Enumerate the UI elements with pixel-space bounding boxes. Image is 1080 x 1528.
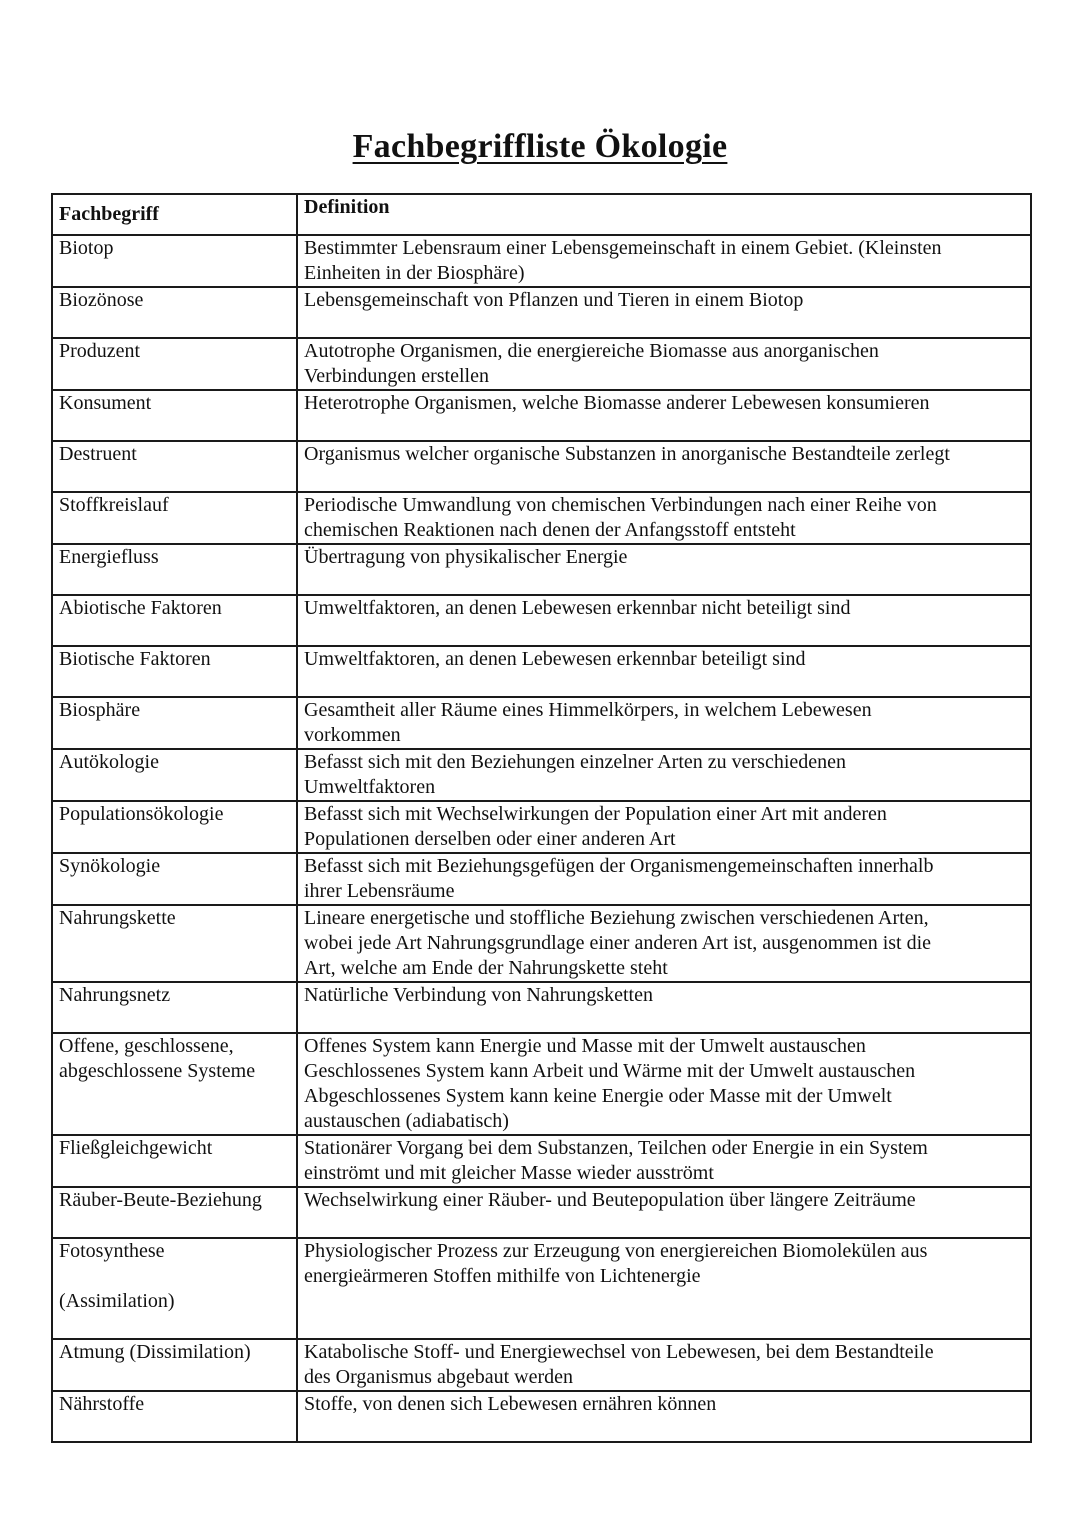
definition-text: Umweltfaktoren (304, 776, 436, 798)
definition-cell (297, 905, 1031, 982)
definition-text: Umweltfaktoren, an denen Lebewesen erkennbar beteiligt sind (304, 648, 806, 670)
table-row (52, 287, 1031, 338)
definition-cell (297, 982, 1031, 1033)
term-cell (52, 982, 297, 1033)
table-row (52, 1391, 1031, 1442)
table-row (52, 905, 1031, 982)
definition-text: Physiologischer Prozess zur Erzeugung von energiereichen Biomolekülen aus (304, 1240, 928, 1262)
definition-cell (297, 1033, 1031, 1135)
term-cell (52, 853, 297, 905)
definition-cell (297, 1238, 1031, 1339)
definition-cell (297, 749, 1031, 801)
definition-cell (297, 338, 1031, 390)
definition-text: Stoffe, von denen sich Lebewesen ernähren können (304, 1393, 717, 1415)
term-cell (52, 1135, 297, 1187)
definition-text: Lebensgemeinschaft von Pflanzen und Tieren in einem Biotop (304, 289, 804, 311)
table-row (52, 1033, 1031, 1135)
definition-text: Übertragung von physikalischer Energie (304, 546, 628, 568)
table-row (52, 235, 1031, 287)
term-text: Fließgleichgewicht (59, 1137, 213, 1159)
term-cell (52, 287, 297, 338)
definition-text: Befasst sich mit Wechselwirkungen der Population einer Art mit anderen (304, 803, 887, 825)
table-row (52, 646, 1031, 697)
definition-text: einströmt und mit gleicher Masse wieder ausströmt (304, 1162, 714, 1184)
definition-cell (297, 801, 1031, 853)
definition-text: wobei jede Art Nahrungsgrundlage einer anderen Art ist, ausgenommen ist die (304, 932, 932, 954)
definition-cell (297, 853, 1031, 905)
table-row (52, 1238, 1031, 1339)
definition-text: Katabolische Stoff- und Energiewechsel von Lebewesen, bei dem Bestandteile (304, 1341, 934, 1363)
term-text: Biozönose (59, 289, 144, 311)
term-cell (52, 441, 297, 492)
term-text: Fotosynthese (59, 1240, 165, 1262)
definition-cell (297, 595, 1031, 646)
table-row (52, 1339, 1031, 1391)
definition-cell (297, 646, 1031, 697)
definition-text: Bestimmter Lebensraum einer Lebensgemeinschaft in einem Gebiet. (Kleinsten (304, 237, 942, 259)
definition-text: Periodische Umwandlung von chemischen Verbindungen nach einer Reihe von (304, 494, 937, 516)
definition-cell (297, 1187, 1031, 1238)
definition-cell (297, 1391, 1031, 1442)
definition-cell (297, 441, 1031, 492)
glossary-table (51, 193, 1032, 1443)
term-text: Nahrungskette (59, 907, 176, 929)
term-text: Biotop (59, 237, 114, 259)
term-text: Produzent (59, 340, 141, 362)
term-text: Räuber-Beute-Beziehung (59, 1189, 262, 1211)
definition-text: Verbindungen erstellen (304, 365, 489, 387)
term-text: Nährstoffe (59, 1393, 145, 1415)
term-text: Biotische Faktoren (59, 648, 211, 670)
definition-text: Art, welche am Ende der Nahrungskette steht (304, 957, 668, 979)
table-row (52, 853, 1031, 905)
term-cell (52, 905, 297, 982)
term-cell (52, 1187, 297, 1238)
definition-cell (297, 1135, 1031, 1187)
page-title: Fachbegriffliste Ökologie (352, 128, 728, 165)
definition-text: Wechselwirkung einer Räuber- und Beutepopulation über längere Zeiträume (304, 1189, 916, 1211)
term-cell (52, 1033, 297, 1135)
table-row (52, 595, 1031, 646)
definition-text: vorkommen (304, 724, 401, 746)
table-row (52, 492, 1031, 544)
table-row (52, 441, 1031, 492)
definition-text: Heterotrophe Organismen, welche Biomasse anderer Lebewesen konsumieren (304, 392, 930, 414)
definition-text: chemischen Reaktionen nach denen der Anfangsstoff entsteht (304, 519, 796, 541)
definition-text: Befasst sich mit den Beziehungen einzelner Arten zu verschiedenen (304, 751, 847, 773)
term-cell (52, 646, 297, 697)
definition-text: Lineare energetische und stoffliche Beziehung zwischen verschiedenen Arten, (304, 907, 929, 929)
definition-text: Offenes System kann Energie und Masse mit der Umwelt austauschen (304, 1035, 866, 1057)
term-text: Biosphäre (59, 699, 141, 721)
definition-text: austauschen (adiabatisch) (304, 1110, 509, 1132)
term-text: Nahrungsnetz (59, 984, 171, 1006)
definition-cell (297, 492, 1031, 544)
definition-cell (297, 235, 1031, 287)
term-cell (52, 390, 297, 441)
term-cell (52, 749, 297, 801)
table-row (52, 390, 1031, 441)
definition-text: Abgeschlossenes System kann keine Energie oder Masse mit der Umwelt (304, 1085, 892, 1107)
definition-text: Einheiten in der Biosphäre) (304, 262, 525, 284)
term-cell (52, 697, 297, 749)
term-text: Destruent (59, 443, 137, 465)
term-text: Stoffkreislauf (59, 494, 169, 516)
definition-text: Gesamtheit aller Räume eines Himmelkörpers, in welchem Lebewesen (304, 699, 872, 721)
header-term: Fachbegriff (52, 194, 297, 235)
definition-text: Stationärer Vorgang bei dem Substanzen, Teilchen oder Energie in ein System (304, 1137, 928, 1159)
term-cell (52, 1238, 297, 1339)
term-text: Offene, geschlossene, (59, 1035, 234, 1057)
term-text: abgeschlossene Systeme (59, 1060, 256, 1082)
term-cell (52, 1391, 297, 1442)
table-row (52, 982, 1031, 1033)
table-row (52, 801, 1031, 853)
definition-text: Natürliche Verbindung von Nahrungsketten (304, 984, 653, 1006)
term-text: Autökologie (59, 751, 159, 773)
table-row (52, 338, 1031, 390)
definition-cell (297, 287, 1031, 338)
table-row (52, 1187, 1031, 1238)
term-text: Energiefluss (59, 546, 159, 568)
definition-text: ihrer Lebensräume (304, 880, 455, 902)
definition-text: Organismus welcher organische Substanzen in anorganische Bestandteile zerlegt (304, 443, 950, 465)
definition-text: Geschlossenes System kann Arbeit und Wärme mit der Umwelt austauschen (304, 1060, 916, 1082)
term-text: Konsument (59, 392, 152, 414)
table-row (52, 697, 1031, 749)
definition-text: energieärmeren Stoffen mithilfe von Lichtenergie (304, 1265, 701, 1287)
definition-text: des Organismus abgebaut werden (304, 1366, 574, 1388)
term-text: (Assimilation) (59, 1290, 175, 1312)
term-cell (52, 544, 297, 595)
definition-text: Befasst sich mit Beziehungsgefügen der Organismengemeinschaften innerhalb (304, 855, 934, 877)
header-definition: Definition (297, 194, 1031, 235)
definition-text: Umweltfaktoren, an denen Lebewesen erkennbar nicht beteiligt sind (304, 597, 851, 619)
definition-cell (297, 1339, 1031, 1391)
term-cell (52, 801, 297, 853)
term-text: Populationsökologie (59, 803, 224, 825)
term-cell (52, 1339, 297, 1391)
term-cell (52, 492, 297, 544)
table-row (52, 1135, 1031, 1187)
term-spacer (59, 1264, 290, 1289)
table-row (52, 544, 1031, 595)
term-cell (52, 338, 297, 390)
term-text: Abiotische Faktoren (59, 597, 222, 619)
definition-text: Autotrophe Organismen, die energiereiche Biomasse aus anorganischen (304, 340, 879, 362)
table-body (52, 235, 1031, 1442)
term-cell (52, 595, 297, 646)
definition-cell (297, 544, 1031, 595)
definition-cell (297, 390, 1031, 441)
definition-text: Populationen derselben oder einer anderen Art (304, 828, 676, 850)
term-text: Synökologie (59, 855, 161, 877)
term-cell (52, 235, 297, 287)
term-text: Atmung (Dissimilation) (59, 1341, 251, 1363)
table-header-row (52, 194, 1031, 235)
definition-cell (297, 697, 1031, 749)
table-row (52, 749, 1031, 801)
